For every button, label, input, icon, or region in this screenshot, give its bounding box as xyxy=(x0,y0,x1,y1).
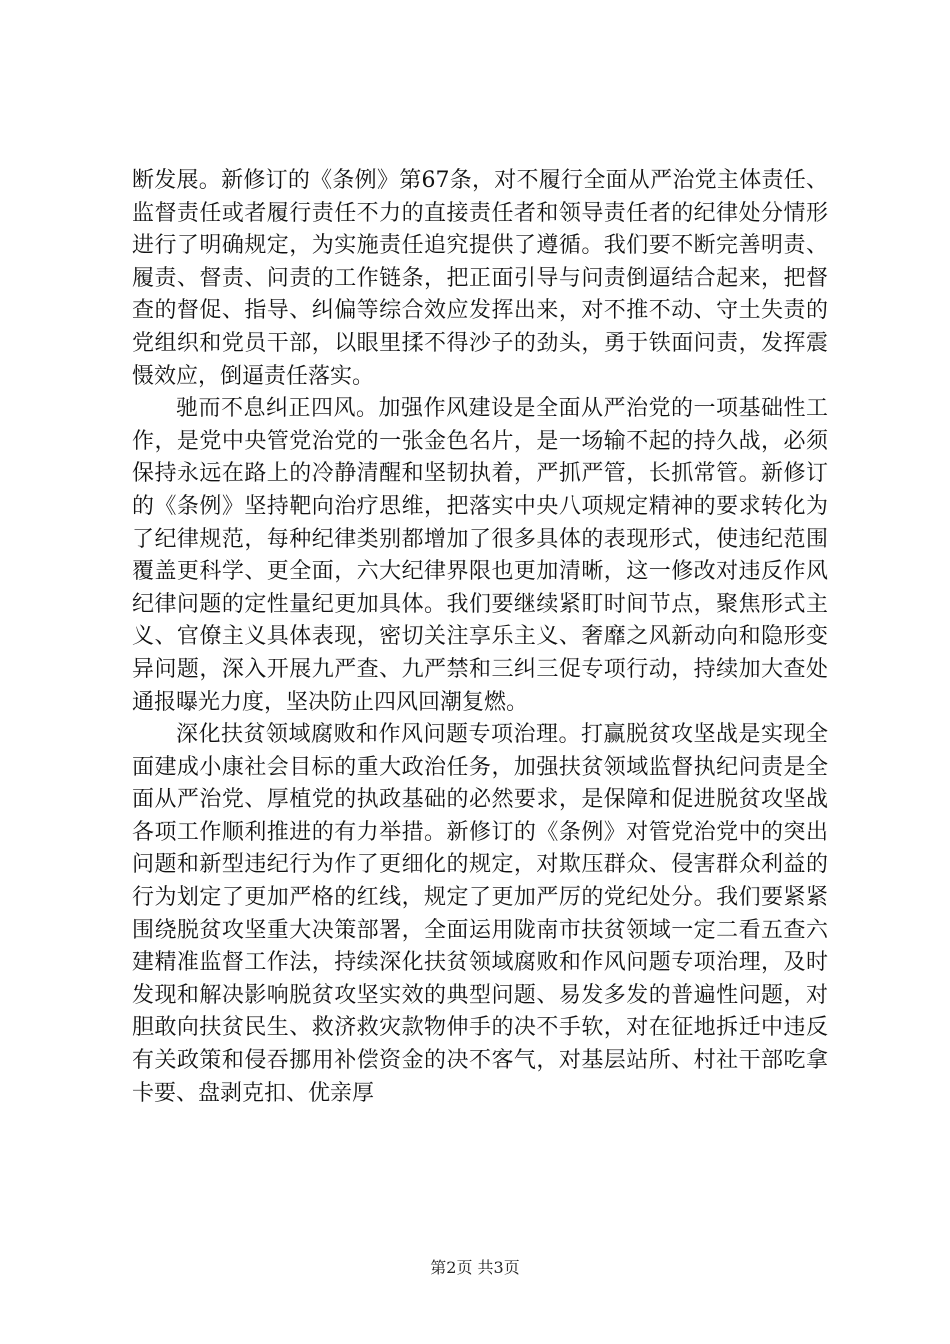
paragraph-3: 深化扶贫领域腐败和作风问题专项治理。打赢脱贫攻坚战是实现全面建成小康社会目标的重大政治任务，加强扶贫领域监督执纪问责是全面从严治党、厚植党的执政基础的必然要求，是保障和促进脱贫攻坚战各项工作顺利推进的有力举措。新修订的《条例》对管党治党中的突出问题和新型违纪行为作了更细化的规定，对欺压群众、侵害群众利益的行为划定了更加严格的红线，规定了更加严厉的党纪处分。我们要紧紧围绕脱贫攻坚重大决策部署，全面运用陇南市扶贫领域一定二看五查六建精准监督工作法，持续深化扶贫领域腐败和作风问题专项治理，及时发现和解决影响脱贫攻坚实效的典型问题、易发多发的普遍性问题，对胆敢向扶贫民生、救济救灾款物伸手的决不手软，对在征地拆迁中违反有关政策和侵吞挪用补偿资金的决不客气，对基层站所、村社干部吃拿卡要、盘剥克扣、优亲厚 xyxy=(132,722,828,1106)
document-body xyxy=(132,165,828,1110)
page-footer: 第2页 共3页 xyxy=(430,1258,520,1277)
paragraph-1: 断发展。新修订的《条例》第67条，对不履行全面从严治党主体责任、监督责任或者履行责任不力的直接责任者和领导责任者的纪律处分情形进行了明确规定，为实施责任追究提供了遵循。我们要不断完善明责、履责、督责、问责的工作链条，把正面引导与问责倒逼结合起来，把督查的督促、指导、纠偏等综合效应发挥出来，对不推不动、守土失责的党组织和党员干部，以眼里揉不得沙子的劲头，勇于铁面问责，发挥震慑效应，倒逼责任落实。 xyxy=(132,168,828,389)
paragraph-2: 驰而不息纠正四风。加强作风建设是全面从严治党的一项基础性工作，是党中央管党治党的一张金色名片，是一场输不起的持久战，必须保持永远在路上的冷静清醒和坚韧执着，严抓严管，长抓常管。新修订的《条例》坚持靶向治疗思维，把落实中央八项规定精神的要求转化为了纪律规范，每种纪律类别都增加了很多具体的表现形式，使违纪范围覆盖更科学、更全面，六大纪律界限也更加清晰，这一修改对违反作风纪律问题的定性量纪更加具体。我们要继续紧盯时间节点，聚焦形式主义、官僚主义具体表现，密切关注享乐主义、奢靡之风新动向和隐形变异问题，深入开展九严查、九严禁和三纠三促专项行动，持续加大查处通报曝光力度，坚决防止四风回潮复燃。 xyxy=(132,396,828,715)
